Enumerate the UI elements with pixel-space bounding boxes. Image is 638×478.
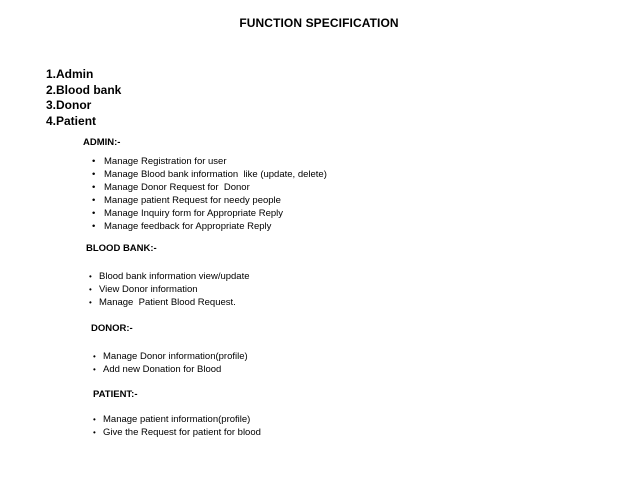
role-list <box>46 67 121 129</box>
list-item: • Manage feedback for Appropriate Reply <box>92 221 272 232</box>
blood-bank-list <box>89 270 250 309</box>
blood-bank-heading: BLOOD BANK:- <box>86 243 157 254</box>
bullet-icon: • <box>92 182 96 193</box>
list-item: • View Donor information <box>89 284 198 295</box>
list-item: • Manage Registration for user <box>92 156 227 167</box>
patient-heading: PATIENT:- <box>93 389 138 400</box>
bullet-icon: • <box>92 221 96 232</box>
bullet-icon: • <box>93 352 96 361</box>
list-item: • Manage Donor Request for Donor <box>92 182 250 193</box>
role-item-donor: 3.Donor <box>46 98 92 112</box>
donor-heading: DONOR:- <box>91 323 133 334</box>
bullet-icon: • <box>89 272 92 281</box>
bullet-icon: • <box>89 285 92 294</box>
list-item: • Give the Request for patient for blood <box>93 427 261 438</box>
admin-list <box>92 155 327 233</box>
role-item-admin: 1.Admin <box>46 67 94 81</box>
bullet-icon: • <box>89 298 92 307</box>
bullet-icon: • <box>93 428 96 437</box>
bullet-icon: • <box>92 169 96 180</box>
list-item: • Manage patient information(profile) <box>93 414 251 425</box>
role-item-patient: 4.Patient <box>46 113 97 128</box>
list-item: • Manage Donor information(profile) <box>93 351 248 362</box>
list-item: • Manage Blood bank information like (update, delete) <box>92 169 327 180</box>
list-item: • Manage patient Request for needy people <box>92 195 281 206</box>
bullet-icon: • <box>92 195 96 206</box>
admin-heading: ADMIN:- <box>83 137 121 148</box>
list-item: • Add new Donation for Blood <box>93 364 222 375</box>
bullet-icon: • <box>92 156 96 167</box>
list-item: • Blood bank information view/update <box>89 271 250 282</box>
page-title: FUNCTION SPECIFICATION <box>239 16 399 30</box>
bullet-icon: • <box>93 415 96 424</box>
donor-list <box>93 350 248 376</box>
role-item-blood-bank: 2.Blood bank <box>46 82 122 97</box>
list-item: • Manage Patient Blood Request. <box>89 297 236 308</box>
bullet-icon: • <box>93 365 96 374</box>
patient-list <box>93 413 261 439</box>
bullet-icon: • <box>92 208 96 219</box>
list-item: • Manage Inquiry form for Appropriate Reply <box>92 208 284 219</box>
